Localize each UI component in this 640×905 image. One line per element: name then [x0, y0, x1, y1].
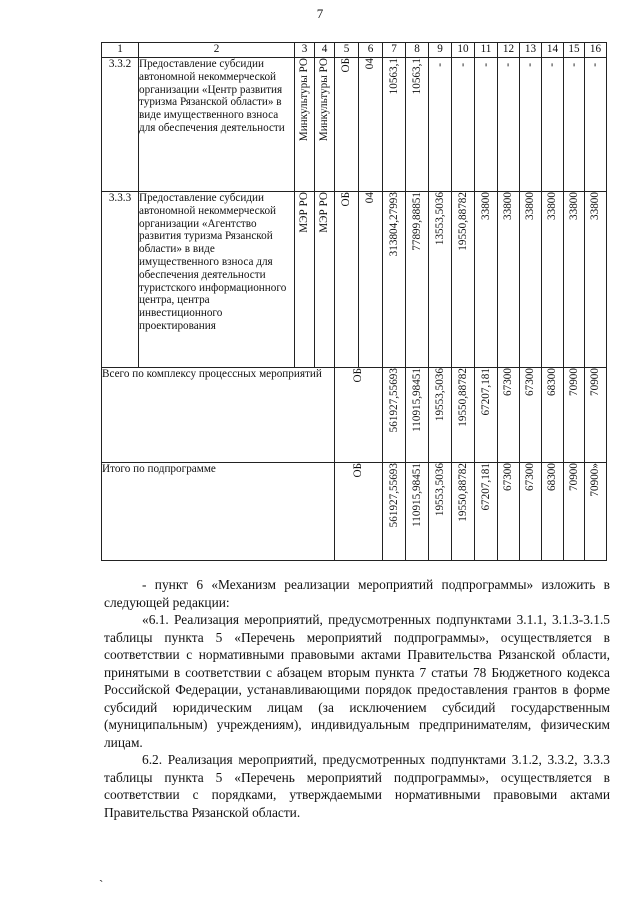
value-cell: -	[479, 63, 492, 67]
table-row-total-complex	[102, 368, 607, 463]
executor-cell: МЭР РО	[318, 192, 330, 233]
value-cell: 19550,88782	[456, 368, 469, 427]
header-cell: 10	[452, 43, 475, 58]
header-cell: 16	[585, 43, 607, 58]
header-cell: 6	[359, 43, 383, 58]
value-cell: -	[502, 63, 514, 67]
table-row-3-3-3	[102, 192, 607, 368]
budget-source-cell: ОБ	[352, 368, 364, 383]
page-number: 7	[316, 6, 324, 21]
executor-cell: МЭР РО	[298, 192, 310, 233]
value-cell: 313804,27993	[387, 192, 400, 257]
table-header-row	[102, 43, 607, 58]
value-cell: 67207,181	[479, 463, 492, 511]
body-text	[104, 576, 610, 821]
header-cell: 12	[498, 43, 520, 58]
subprogram-table	[101, 42, 607, 561]
value-cell: 67300	[524, 463, 536, 491]
header-cell: 4	[315, 43, 335, 58]
budget-source-cell: ОБ	[340, 192, 352, 207]
value-cell: -	[589, 63, 601, 67]
value-cell: 10563,1	[410, 58, 423, 95]
header-cell: 5	[335, 43, 359, 58]
value-cell: -	[456, 63, 469, 67]
value-cell: 13553,5036	[433, 192, 446, 246]
row-number: 3.3.2	[102, 58, 139, 192]
value-cell: -	[567, 63, 580, 67]
value-cell: 70900	[589, 368, 601, 396]
scan-mark: `	[99, 877, 104, 892]
value-cell: 10563,1	[387, 58, 400, 95]
value-cell: 33800	[479, 192, 492, 220]
value-cell: 67300	[502, 368, 514, 396]
budget-source-cell: ОБ	[352, 463, 364, 478]
header-cell: 1	[102, 43, 139, 58]
table-row-3-3-2	[102, 58, 607, 192]
table-row-total-subprogram	[102, 463, 607, 561]
paragraph: «6.1. Реализация мероприятий, предусмотренных подпунктами 3.1.1, 3.1.3-3.1.5 таблицы пункта 5 «Перечень мероприятий подпрограммы», осуществляется в соответствии с нормативными правовыми актами Правительства Рязанской области, принятыми в соответствии с абзацем вторым пункта 7 статьи 78 Бюджетного кодекса Российской Федерации, устанавливающими порядок предоставления грантов в форме субсидий юридическим лицам (за исключением субсидий государственным (муниципальным) учреждениям), индивидуальным предпринимателям, физическим лицам.	[104, 612, 610, 750]
value-cell: -	[546, 63, 558, 67]
value-cell: 19550,88782	[456, 463, 469, 522]
header-cell: 2	[139, 43, 295, 58]
header-cell: 3	[295, 43, 315, 58]
value-cell: 110915,98451	[410, 368, 423, 432]
header-cell: 14	[542, 43, 564, 58]
total-label: Всего по комплексу процессных мероприятий	[102, 368, 335, 463]
value-cell: 70900»	[589, 463, 601, 497]
value-cell: -	[524, 63, 536, 67]
paragraph: 6.2. Реализация мероприятий, предусмотренных подпунктами 3.1.2, 3.3.2, 3.3.3 таблицы пункта 5 «Перечень мероприятий подпрограммы», осуществляется в соответствии с порядками, утверждаемыми нормативными правовыми актами Правительства Рязанской области.	[104, 752, 610, 820]
value-cell: 67300	[502, 463, 514, 491]
value-cell: 561927,55693	[387, 368, 400, 433]
value-cell: -	[433, 63, 446, 67]
value-cell: 33800	[589, 192, 601, 220]
header-cell: 13	[520, 43, 542, 58]
value-cell: 70900	[567, 463, 580, 491]
value-cell: 67300	[524, 368, 536, 396]
value-cell: 33800	[546, 192, 558, 220]
value-cell: 19550,88782	[456, 192, 469, 251]
value-cell: 19553,5036	[433, 463, 446, 517]
value-cell: 33800	[567, 192, 580, 220]
value-cell: 561927,55693	[387, 463, 400, 528]
value-cell: 67207,181	[479, 368, 492, 416]
executor-cell: Минкультуры РО	[298, 58, 310, 142]
value-cell: 33800	[524, 192, 536, 220]
code-cell: 04	[364, 192, 376, 204]
value-cell: 77899,88851	[410, 192, 423, 251]
header-cell: 7	[383, 43, 406, 58]
value-cell: 70900	[567, 368, 580, 396]
value-cell: 19553,5036	[433, 368, 446, 422]
header-cell: 8	[406, 43, 429, 58]
budget-source-cell: ОБ	[340, 58, 352, 73]
header-cell: 11	[475, 43, 498, 58]
row-number: 3.3.3	[102, 192, 139, 368]
header-cell: 9	[429, 43, 452, 58]
row-description: Предоставление субсидии автономной некоммерческой организации «Центр развития туризма Рязанской области» в виде имущественного взноса для обеспечения деятельности	[139, 58, 295, 192]
value-cell: 33800	[502, 192, 514, 220]
value-cell: 68300	[546, 463, 558, 491]
row-description: Предоставление субсидии автономной некоммерческой организации «Агентство развития туризма Рязанской области» в виде имущественного взноса для обеспечения деятельности туристского информационного центра, центра инвестиционного проектирования	[139, 192, 295, 368]
paragraph: - пункт 6 «Механизм реализации мероприятий подпрограммы» изложить в следующей редакции:	[104, 577, 610, 610]
value-cell: 110915,98451	[410, 463, 423, 527]
total-label: Итого по подпрограмме	[102, 463, 335, 561]
executor-cell: Минкультуры РО	[318, 58, 330, 142]
header-cell: 15	[564, 43, 585, 58]
code-cell: 04	[364, 58, 376, 70]
value-cell: 68300	[546, 368, 558, 396]
